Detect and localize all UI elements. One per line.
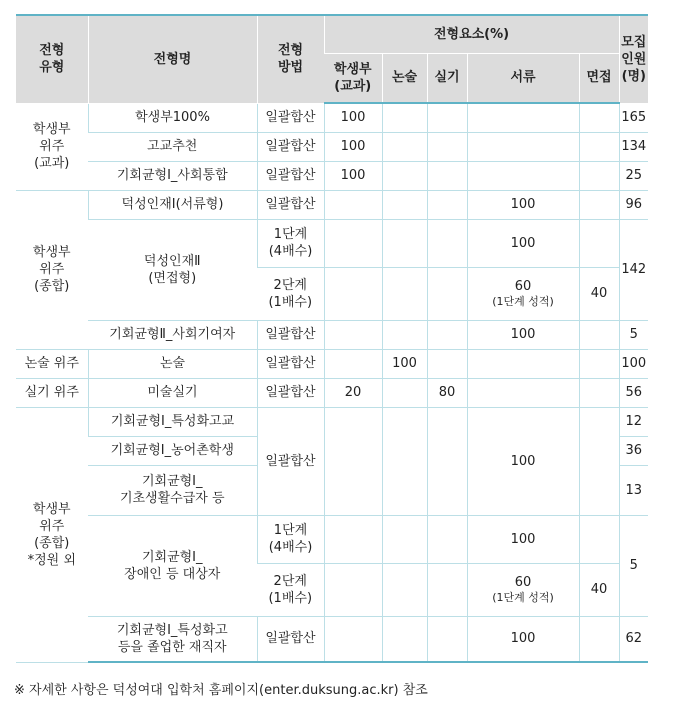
table-row (16, 103, 648, 132)
program-name: 기회균형Ⅰ_특성화고교 (88, 407, 257, 436)
table-row (16, 190, 648, 219)
method-cell: 일괄합산 (257, 320, 324, 349)
quota-cell: 12 (619, 407, 648, 436)
program-name: 기회균형Ⅰ_ 기초생활수급자 등 (88, 465, 257, 515)
program-name: 기회균형Ⅰ_사회통합 (88, 161, 257, 190)
interview-cell: 40 (579, 267, 619, 320)
quota-cell: 5 (619, 515, 648, 616)
method-cell: 일괄합산 (257, 349, 324, 378)
documents-value: 60 (514, 279, 532, 294)
group-label: 학생부 위주 (교과) (16, 103, 88, 190)
group-label: 실기 위주 (16, 378, 88, 407)
program-name: 덕성인재Ⅰ(서류형) (88, 190, 257, 219)
documents-note: (1단계 성적) (492, 591, 554, 604)
stage-cell: 2단계 (1배수) (257, 563, 324, 616)
table-row (16, 349, 648, 378)
program-name: 고교추천 (88, 132, 257, 161)
method-cell: 일괄합산 (257, 132, 324, 161)
documents-cell: 100 (467, 407, 579, 515)
program-name: 논술 (88, 349, 257, 378)
quota-cell: 25 (619, 161, 648, 190)
documents-cell: 100 (467, 219, 579, 267)
program-name: 미술실기 (88, 378, 257, 407)
program-name: 덕성인재Ⅱ (면접형) (88, 219, 257, 320)
header-record: 학생부 (교과) (324, 53, 382, 103)
method-cell: 일괄합산 (257, 407, 324, 515)
table-row (16, 132, 648, 161)
record-cell: 100 (324, 103, 382, 132)
admission-table-container (16, 14, 648, 663)
quota-cell: 134 (619, 132, 648, 161)
documents-cell: 100 (467, 320, 579, 349)
quota-cell: 142 (619, 219, 648, 320)
header-name: 전형명 (88, 15, 257, 103)
quota-cell: 56 (619, 378, 648, 407)
quota-cell: 13 (619, 465, 648, 515)
method-cell: 일괄합산 (257, 103, 324, 132)
documents-note: (1단계 성적) (492, 295, 554, 308)
program-name: 기회균형Ⅰ_특성화고 등을 졸업한 재직자 (88, 616, 257, 662)
record-cell: 100 (324, 132, 382, 161)
record-cell: 100 (324, 161, 382, 190)
header-method: 전형 방법 (257, 15, 324, 103)
practical-cell: 80 (427, 378, 467, 407)
quota-cell: 96 (619, 190, 648, 219)
program-name: 기회균형Ⅰ_ 장애인 등 대상자 (88, 515, 257, 616)
table-row (16, 320, 648, 349)
table-row (16, 161, 648, 190)
quota-cell: 36 (619, 436, 648, 465)
footnote: ※ 자세한 사항은 덕성여대 입학처 홈페이지(enter.duksung.ac.kr) 참조 (14, 683, 428, 698)
program-name: 기회균형Ⅱ_사회기여자 (88, 320, 257, 349)
stage-cell: 1단계 (4배수) (257, 515, 324, 563)
interview-cell: 40 (579, 563, 619, 616)
table-row (16, 515, 648, 563)
header-quota: 모집 인원 (명) (619, 15, 648, 103)
table-row (16, 616, 648, 662)
method-cell: 일괄합산 (257, 190, 324, 219)
method-cell: 일괄합산 (257, 161, 324, 190)
quota-cell: 100 (619, 349, 648, 378)
header-type: 전형 유형 (16, 15, 88, 103)
group-label: 논술 위주 (16, 349, 88, 378)
documents-cell: 100 (467, 190, 579, 219)
admission-table (16, 14, 648, 663)
group-label: 학생부 위주 (종합) *정원 외 (16, 407, 88, 662)
documents-value: 60 (514, 575, 532, 590)
program-name: 기회균형Ⅰ_농어촌학생 (88, 436, 257, 465)
documents-cell (467, 563, 579, 616)
documents-cell (467, 267, 579, 320)
header-practical: 실기 (427, 53, 467, 103)
header-interview: 면접 (579, 53, 619, 103)
stage-cell: 2단계 (1배수) (257, 267, 324, 320)
record-cell: 20 (324, 378, 382, 407)
table-row (16, 407, 648, 436)
header-essay: 논술 (382, 53, 427, 103)
essay-cell: 100 (382, 349, 427, 378)
documents-cell: 100 (467, 616, 579, 662)
quota-cell: 62 (619, 616, 648, 662)
method-cell: 일괄합산 (257, 616, 324, 662)
documents-cell: 100 (467, 515, 579, 563)
method-cell: 일괄합산 (257, 378, 324, 407)
group-label: 학생부 위주 (종합) (16, 190, 88, 349)
header-elements: 전형요소(%) (324, 15, 619, 53)
table-row (16, 219, 648, 267)
quota-cell: 165 (619, 103, 648, 132)
stage-cell: 1단계 (4배수) (257, 219, 324, 267)
program-name: 학생부100% (88, 103, 257, 132)
header-documents: 서류 (467, 53, 579, 103)
table-row (16, 378, 648, 407)
quota-cell: 5 (619, 320, 648, 349)
